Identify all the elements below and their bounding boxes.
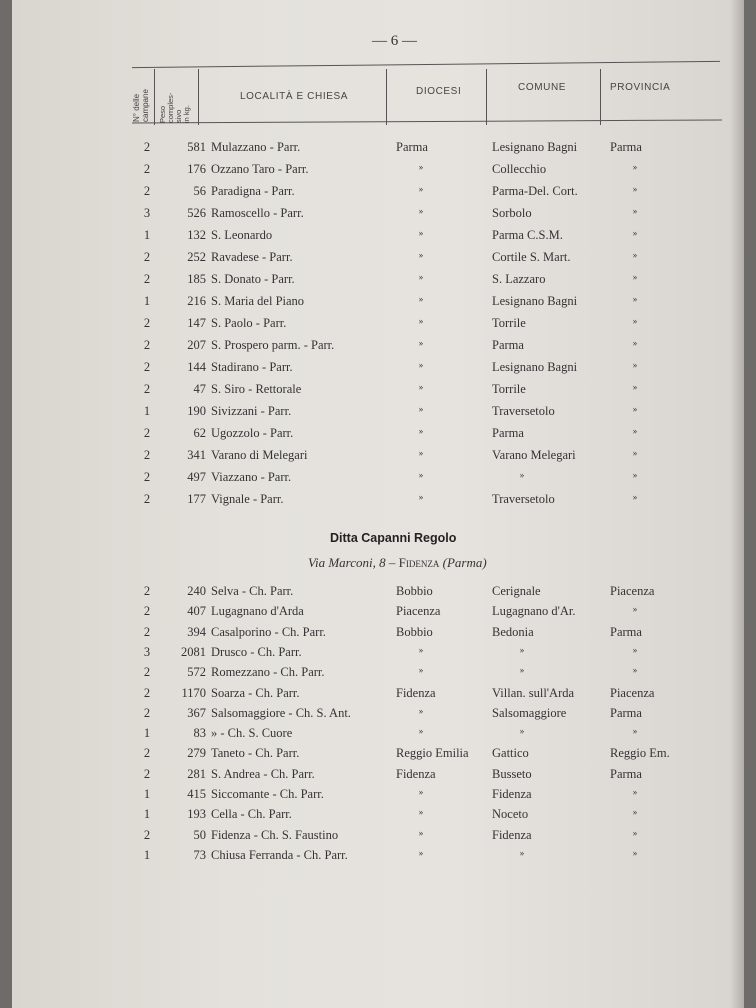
location-church-cell: Chiusa Ferranda - Ch. Parr. [211, 847, 348, 862]
table-row [12, 404, 744, 424]
municipality-cell: Villan. sull'Arda [492, 685, 575, 700]
weight-kg-cell: 2081 [181, 644, 206, 659]
diocese-cell: Piacenza [396, 604, 441, 619]
header-bottom-rule [132, 119, 722, 123]
bell-count-cell: 1 [143, 847, 151, 862]
municipality-cell: Traversetolo [492, 492, 555, 506]
table-row [12, 206, 744, 226]
location-church-cell: S. Andrea - Ch. Parr. [211, 766, 315, 781]
municipality-cell: » [519, 726, 525, 737]
table-row [12, 228, 744, 248]
location-church-cell: S. Donato - Parr. [211, 272, 295, 286]
location-church-cell: Casalporino - Ch. Parr. [211, 624, 326, 639]
weight-kg-cell: 176 [187, 162, 206, 176]
municipality-cell: Torrile [492, 382, 526, 396]
diocese-cell: » [418, 492, 424, 502]
bell-count-cell: 2 [143, 140, 151, 154]
weight-kg-cell: 144 [187, 360, 206, 374]
municipality-cell: Fidenza [492, 787, 532, 801]
province-cell: » [632, 272, 638, 282]
bell-count-cell: 2 [143, 604, 151, 619]
diocese-cell: Bobbio [396, 624, 433, 639]
diocese-cell: » [418, 426, 424, 436]
bell-count-cell: 2 [143, 685, 151, 700]
diocese-cell: Fidenza [396, 766, 436, 781]
table-row [12, 294, 744, 314]
weight-kg-cell: 73 [193, 847, 206, 862]
table-row [12, 492, 744, 512]
table-row [12, 382, 744, 402]
section-city: Fidenza [398, 555, 440, 570]
diocese-cell: » [418, 294, 424, 304]
section-address [308, 555, 487, 571]
province-cell: Parma [610, 705, 642, 720]
table-row [12, 686, 744, 706]
location-church-cell: Vignale - Parr. [211, 492, 284, 506]
diocese-cell: Fidenza [396, 685, 436, 700]
municipality-cell: Torrile [492, 316, 526, 330]
province-cell: Reggio Em. [610, 746, 670, 761]
bell-count-cell: 3 [143, 644, 151, 659]
municipality-cell: Fidenza [492, 827, 532, 842]
header-divider [154, 69, 155, 125]
header-divider [386, 69, 387, 125]
location-church-cell: Taneto - Ch. Parr. [211, 746, 300, 761]
municipality-cell: Gattico [492, 746, 529, 761]
weight-kg-cell: 240 [187, 584, 206, 598]
weight-kg-cell: 132 [187, 228, 206, 242]
province-cell: » [632, 807, 638, 818]
weight-kg-cell: 497 [187, 470, 206, 484]
weight-kg-cell: 193 [187, 807, 206, 822]
bell-count-cell: 2 [143, 338, 151, 352]
province-cell: » [632, 316, 638, 326]
table-row [12, 625, 744, 645]
location-church-cell: S. Leonardo [211, 228, 273, 242]
province-cell: » [632, 162, 638, 172]
municipality-cell: Varano Melegari [492, 448, 576, 462]
bell-count-cell: 2 [143, 584, 151, 598]
diocese-cell: Reggio Emilia [396, 746, 469, 761]
table-row [12, 848, 744, 868]
province-cell: » [632, 228, 638, 238]
location-church-cell: Paradigna - Parr. [211, 184, 295, 198]
bell-count-cell: 2 [143, 705, 151, 720]
location-church-cell: Ramoscello - Parr. [211, 206, 304, 220]
location-church-cell: Drusco - Ch. Parr. [211, 644, 302, 659]
bell-count-cell: 1 [143, 404, 151, 418]
province-cell: » [632, 726, 638, 737]
header-divider [600, 69, 601, 125]
municipality-cell: Cerignale [492, 584, 541, 598]
weight-kg-cell: 581 [187, 140, 206, 154]
table-row [12, 787, 744, 807]
weight-kg-cell: 56 [193, 184, 206, 198]
diocese-cell: Parma [396, 140, 428, 154]
header-comune: COMUNE [518, 82, 567, 93]
header-localita: LOCALITÀ E CHIESA [240, 91, 349, 102]
weight-kg-cell: 47 [193, 382, 206, 396]
province-cell: Piacenza [610, 685, 655, 700]
table-row [12, 746, 744, 766]
location-church-cell: S. Siro - Rettorale [211, 382, 302, 396]
section-province: (Parma) [442, 555, 487, 570]
page-number: — 6 — [372, 33, 417, 49]
diocese-cell: » [418, 787, 424, 797]
table-row [12, 162, 744, 182]
table-row [12, 250, 744, 270]
bell-count-cell: 2 [143, 665, 151, 680]
bell-count-cell: 1 [143, 228, 151, 242]
table-row [12, 184, 744, 204]
weight-kg-cell: 281 [187, 766, 206, 781]
municipality-cell: Parma [492, 338, 524, 352]
location-church-cell: S. Paolo - Parr. [211, 316, 287, 330]
bell-count-cell: 1 [143, 726, 151, 741]
municipality-cell: Cortile S. Mart. [492, 250, 571, 264]
weight-kg-cell: 341 [187, 448, 206, 462]
municipality-cell: » [519, 470, 525, 480]
weight-kg-cell: 50 [193, 827, 206, 842]
diocese-cell: » [418, 250, 424, 260]
table-row [12, 645, 744, 665]
table-row [12, 272, 744, 292]
weight-kg-cell: 83 [193, 726, 206, 741]
municipality-cell: Traversetolo [492, 404, 555, 418]
location-church-cell: Stadirano - Parr. [211, 360, 293, 374]
bell-count-cell: 1 [143, 787, 151, 801]
table-row [12, 767, 744, 787]
location-church-cell: Viazzano - Parr. [211, 470, 292, 484]
table-row [12, 807, 744, 827]
weight-kg-cell: 407 [187, 604, 206, 619]
location-church-cell: » - Ch. S. Cuore [211, 726, 293, 741]
province-cell: » [632, 338, 638, 348]
bell-count-cell: 2 [143, 272, 151, 286]
province-cell: » [632, 250, 638, 260]
municipality-cell: Parma [492, 426, 524, 440]
bell-count-cell: 2 [143, 624, 151, 639]
weight-kg-cell: 62 [193, 426, 206, 440]
diocese-cell: » [418, 316, 424, 326]
province-cell: » [632, 604, 638, 615]
province-cell: » [632, 787, 638, 797]
header-num-campane: N° delle campane [132, 89, 150, 122]
table-row [12, 338, 744, 358]
location-church-cell: Fidenza - Ch. S. Faustino [211, 827, 339, 842]
bell-count-cell: 2 [143, 162, 151, 176]
document-page [12, 0, 744, 1008]
municipality-cell: Lugagnano d'Ar. [492, 604, 576, 619]
diocese-cell: » [418, 448, 424, 458]
municipality-cell: Salsomaggiore [492, 705, 567, 720]
location-church-cell: Varano di Melegari [211, 448, 308, 462]
location-church-cell: S. Maria del Piano [211, 294, 305, 308]
table-row [12, 448, 744, 468]
location-church-cell: S. Prospero parm. - Parr. [211, 338, 335, 352]
location-church-cell: Ravadese - Parr. [211, 250, 293, 264]
diocese-cell: » [418, 272, 424, 282]
diocese-cell: » [418, 847, 424, 858]
table-row [12, 604, 744, 624]
province-cell: » [632, 492, 638, 502]
province-cell: » [632, 382, 638, 392]
weight-kg-cell: 147 [187, 316, 206, 330]
location-church-cell: Salsomaggiore - Ch. S. Ant. [211, 705, 351, 720]
bell-count-cell: 2 [143, 766, 151, 781]
municipality-cell: » [519, 847, 525, 858]
diocese-cell: » [418, 228, 424, 238]
header-provincia: PROVINCIA [610, 82, 671, 93]
province-cell: » [632, 426, 638, 436]
table-row [12, 706, 744, 726]
municipality-cell: Collecchio [492, 162, 547, 176]
diocese-cell: » [418, 827, 424, 838]
municipality-cell: Lesignano Bagni [492, 360, 578, 374]
header-divider [198, 69, 199, 125]
municipality-cell: Sorbolo [492, 206, 532, 220]
table-row [12, 360, 744, 380]
province-cell: » [632, 644, 638, 655]
weight-kg-cell: 190 [187, 404, 206, 418]
table-row [12, 584, 744, 604]
bell-count-cell: 2 [143, 827, 151, 842]
location-church-cell: Ugozzolo - Parr. [211, 426, 294, 440]
province-cell: Parma [610, 766, 642, 781]
section-title: Ditta Capanni Regolo [330, 531, 457, 545]
weight-kg-cell: 1170 [181, 685, 206, 700]
diocese-cell: » [418, 382, 424, 392]
table-row [12, 470, 744, 490]
location-church-cell: Mulazzano - Parr. [211, 140, 301, 154]
province-cell: » [632, 470, 638, 480]
location-church-cell: Lugagnano d'Arda [211, 604, 304, 619]
table-row [12, 316, 744, 336]
province-cell: » [632, 665, 638, 676]
diocese-cell: » [418, 726, 424, 737]
province-cell: » [632, 184, 638, 194]
municipality-cell: » [519, 644, 525, 655]
bell-count-cell: 2 [143, 316, 151, 330]
table-row [12, 726, 744, 746]
bell-count-cell: 1 [143, 294, 151, 308]
bell-count-cell: 3 [143, 206, 151, 220]
header-peso: Peso comples- sivo in kg. [158, 92, 191, 123]
municipality-cell: Noceto [492, 807, 529, 822]
header-divider [486, 69, 487, 125]
table-row [12, 426, 744, 446]
weight-kg-cell: 252 [187, 250, 206, 264]
bell-count-cell: 2 [143, 448, 151, 462]
weight-kg-cell: 185 [187, 272, 206, 286]
table-row [12, 665, 744, 685]
diocese-cell: » [418, 807, 424, 818]
diocese-cell: » [418, 338, 424, 348]
diocese-cell: » [418, 404, 424, 414]
bell-count-cell: 2 [143, 184, 151, 198]
header-diocesi: DIOCESI [416, 86, 462, 97]
location-church-cell: Romezzano - Ch. Parr. [211, 665, 325, 680]
weight-kg-cell: 572 [187, 665, 206, 680]
bell-count-cell: 2 [143, 360, 151, 374]
diocese-cell: » [418, 162, 424, 172]
diocese-cell: » [418, 470, 424, 480]
weight-kg-cell: 177 [187, 492, 206, 506]
municipality-cell: S. Lazzaro [492, 272, 546, 286]
location-church-cell: Soarza - Ch. Parr. [211, 685, 300, 700]
table-row [12, 140, 744, 160]
table-row [12, 828, 744, 848]
weight-kg-cell: 367 [187, 705, 206, 720]
province-cell: » [632, 847, 638, 858]
bell-count-cell: 2 [143, 492, 151, 506]
municipality-cell: Parma-Del. Cort. [492, 184, 578, 198]
location-church-cell: Ozzano Taro - Parr. [211, 162, 309, 176]
diocese-cell: » [418, 184, 424, 194]
bell-count-cell: 2 [143, 382, 151, 396]
weight-kg-cell: 394 [187, 624, 206, 639]
municipality-cell: Bedonia [492, 624, 534, 639]
location-church-cell: Sivizzani - Parr. [211, 404, 292, 418]
location-church-cell: Cella - Ch. Parr. [211, 807, 292, 822]
province-cell: » [632, 294, 638, 304]
weight-kg-cell: 526 [187, 206, 206, 220]
province-cell: » [632, 448, 638, 458]
province-cell: » [632, 827, 638, 838]
municipality-cell: Parma C.S.M. [492, 228, 563, 242]
weight-kg-cell: 216 [187, 294, 206, 308]
municipality-cell: Lesignano Bagni [492, 140, 578, 154]
header-top-rule [132, 61, 720, 68]
bell-count-cell: 2 [143, 746, 151, 761]
section-street: Via Marconi, 8 – [308, 555, 396, 570]
province-cell: Parma [610, 140, 642, 154]
bell-count-cell: 1 [143, 807, 151, 822]
diocese-cell: » [418, 665, 424, 676]
diocese-cell: » [418, 206, 424, 216]
province-cell: » [632, 404, 638, 414]
weight-kg-cell: 207 [187, 338, 206, 352]
municipality-cell: Busseto [492, 766, 532, 781]
location-church-cell: Siccomante - Ch. Parr. [211, 787, 324, 801]
province-cell: Piacenza [610, 584, 655, 598]
municipality-cell: Lesignano Bagni [492, 294, 578, 308]
diocese-cell: Bobbio [396, 584, 433, 598]
bell-count-cell: 2 [143, 426, 151, 440]
diocese-cell: » [418, 360, 424, 370]
province-cell: Parma [610, 624, 642, 639]
weight-kg-cell: 415 [187, 787, 206, 801]
bell-count-cell: 2 [143, 470, 151, 484]
diocese-cell: » [418, 644, 424, 655]
location-church-cell: Selva - Ch. Parr. [211, 584, 294, 598]
diocese-cell: » [418, 705, 424, 716]
province-cell: » [632, 206, 638, 216]
province-cell: » [632, 360, 638, 370]
bell-count-cell: 2 [143, 250, 151, 264]
weight-kg-cell: 279 [187, 746, 206, 761]
municipality-cell: » [519, 665, 525, 676]
